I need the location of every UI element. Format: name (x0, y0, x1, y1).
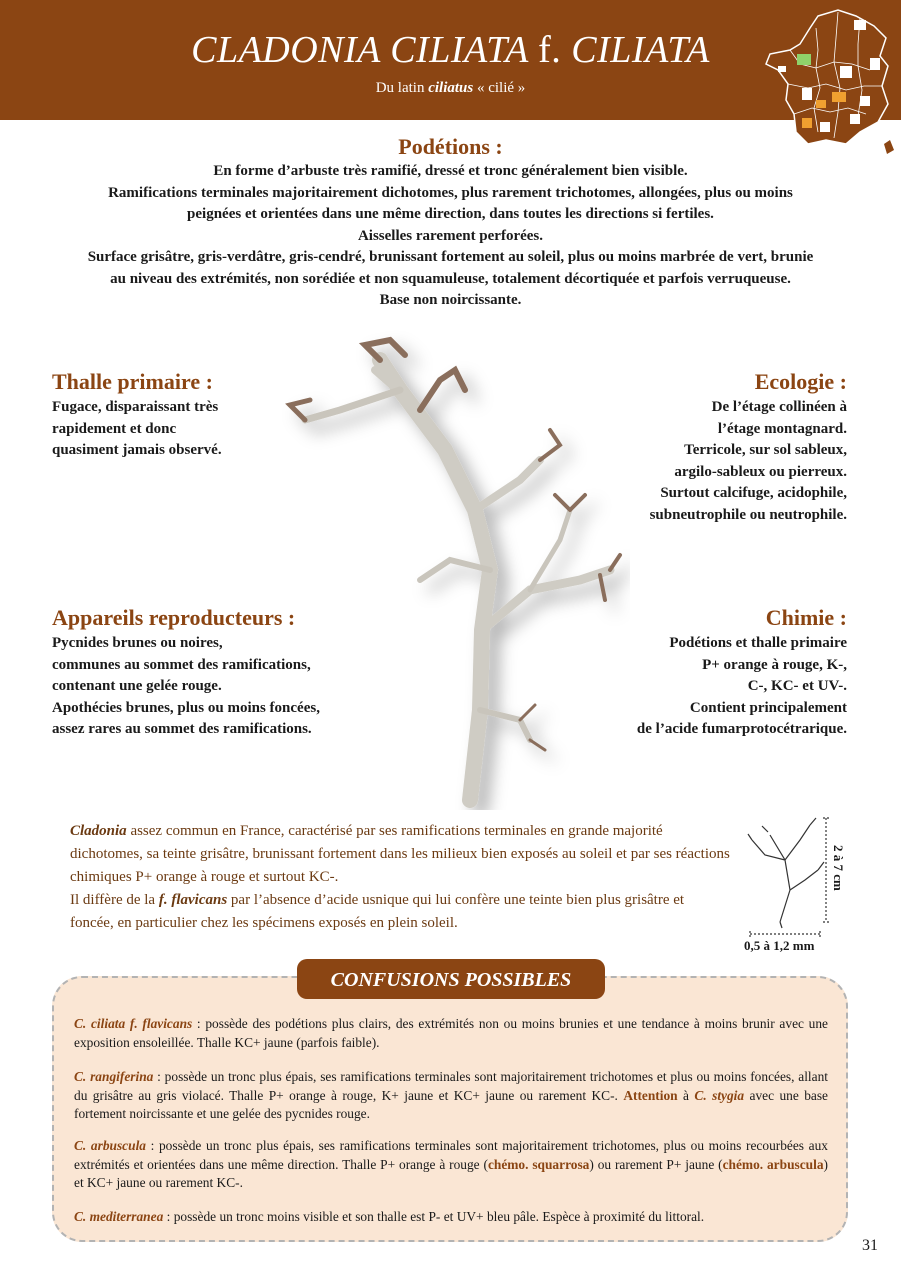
size-height-label: 2 à 7 cm (831, 845, 846, 891)
size-width-label: 0,5 à 1,2 mm (744, 938, 815, 953)
ecologie-section: Ecologie : De l’étage collinéen à l’étage montagnard. Terricole, sur sol sableux, argilo-sableux ou pierreux. Surtout calcifuge, acidophile, subneutrophile ou neutrophile. (649, 369, 847, 523)
ecologie-heading: Ecologie : (754, 369, 847, 394)
description-paragraph-1: Cladonia assez commun en France, caractérisé par ses ramifications terminales en grande majorité dichotomes, sa teinte grisâtre, brunissant fortement dans les milieux bien exposés au soleil et par ses réactions chimiques P+ orange à rouge et surtout KC-. (70, 823, 730, 885)
thalle-section: Thalle primaire : Fugace, disparaissant très rapidement et donc quasiment jamais observé. (52, 369, 222, 458)
appareils-section: Appareils reproducteurs : Pycnides brunes ou noires, communes au sommet des ramifications, contenant une gelée rouge. Apothécies brunes, plus ou moins foncées, assez rares au sommet des ramifications. (52, 605, 320, 737)
page-title: CLADONIA CILIATA f. CILIATA (191, 29, 710, 71)
confusion-rangiferina: C. rangiferina : possède un tronc plus épais, ses ramifications terminales sont majoritairement trichotomes et plus ou moins foncées, allant du grisâtre au gris violacé. Thalle P+ orange à rouge, K+ jaune et KC+ jaune ou rarement KC-. Attention à C. stygia avec une base fortement noircissante et une gelée des pycnides rouge. (74, 1069, 829, 1121)
podetions-text: En forme d’arbuste très ramifié, dressé et tronc généralement bien visible. Ramifications terminales majoritairement dichotomes, plus rarement trichotomes, allongées, plus ou moins peignées et orientées dans une même direction, dans toutes les directions si fertiles. Aisselles rarement perforées. Surface grisâtre, gris-verdâtre, gris-cendré, brunissant fortement au soleil, plus ou moins marbrée de vert, brunie au niveau des extrémités, non sorédiée et non squamuleuse, totalement décortiquée et parfois verruqueuse. Base non noircissante. (87, 163, 814, 308)
appareils-heading: Appareils reproducteurs : (52, 605, 296, 630)
confusion-mediterranea: C. mediterranea : possède un tronc moins visible et son thalle est P- et UV+ bleu pâle. Espèce à proximité du littoral. (74, 1209, 705, 1224)
description-paragraph-2: Il diffère de la f. flavicans par l’absence d’acide usnique qui lui confère une teinte bien plus grisâtre et foncée, en particulier chez les spécimens exposés en plein soleil. (70, 892, 685, 931)
confusion-flavicans: C. ciliata f. flavicans : possède des podétions plus clairs, des extrémités non ou moins brunies et une tendance à moins brunir avec une exposition ensoleillée. Thalle KC+ jaune (parfois faible). (74, 1016, 828, 1050)
etymology: Du latin ciliatus « cilié » (375, 80, 526, 96)
thalle-heading: Thalle primaire : (52, 369, 213, 394)
chimie-section: Chimie : Podétions et thalle primaire P+ orange à rouge, K-, C-, KC- et UV-. Contient principalement de l’acide fumarprotocétrarique. (636, 605, 847, 737)
confusions-heading: CONFUSIONS POSSIBLES (297, 959, 605, 999)
species-description (70, 820, 730, 935)
chimie-heading: Chimie : (765, 605, 847, 630)
podetions-heading: Podétions : (398, 134, 503, 159)
france-distribution-map (760, 4, 900, 154)
page-number: 31 (862, 1237, 878, 1254)
confusion-arbuscula: C. arbuscula : possède un tronc plus épais, ses ramifications terminales sont majoritairement trichotomes, plus ou moins recourbées aux extrémités et orientées dans une même direction. Thalle P+ orange à rouge (chémo. squarrosa) ou rarement P+ jaune (chémo. arbuscula) et KC+ jaune ou rarement KC-. (74, 1138, 829, 1190)
lichen-photo (270, 330, 630, 810)
